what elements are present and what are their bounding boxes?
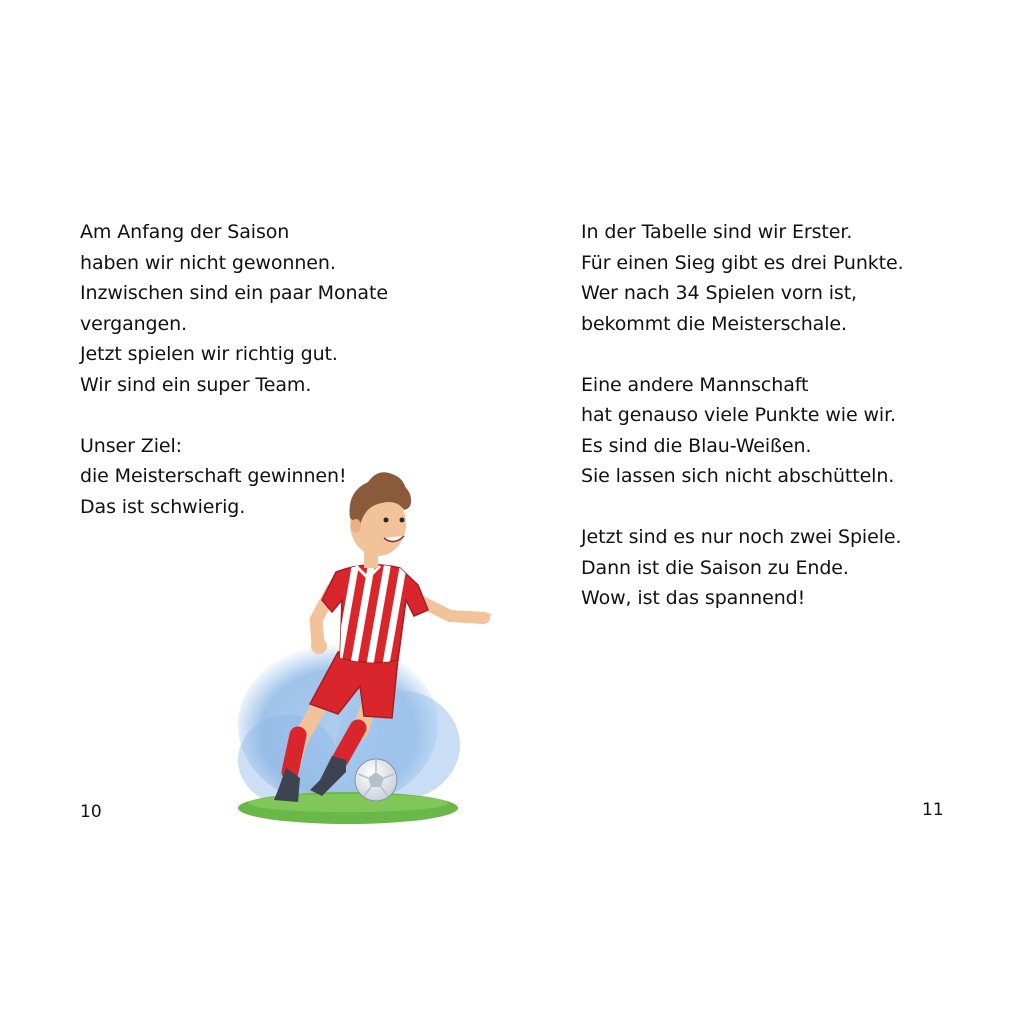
- text-line: Es sind die Blau-Weißen.: [581, 434, 812, 457]
- text-line: Unser Ziel:: [80, 434, 182, 457]
- text-line: Wow, ist das spannend!: [581, 587, 806, 609]
- text-line: Für einen Sieg gibt es drei Punkte.: [581, 251, 904, 274]
- text-line: hat genauso viele Punkte wie wir.: [581, 404, 896, 426]
- text-line: In der Tabelle sind wir Erster.: [581, 221, 853, 243]
- text-line: Eine andere Mannschaft: [581, 373, 809, 396]
- text-line: bekommt die Meisterschale.: [581, 312, 847, 335]
- paragraph-gap: [581, 339, 904, 370]
- text-line: Sie lassen sich nicht abschütteln.: [581, 465, 895, 487]
- page-number-right: 11: [922, 800, 944, 820]
- player-right-arm: [418, 600, 492, 624]
- text-line: Jetzt spielen wir richtig gut.: [80, 343, 338, 365]
- text-line: Jetzt sind es nur noch zwei Spiele.: [581, 526, 902, 548]
- player-head: [350, 472, 412, 568]
- text-line: Dann ist die Saison zu Ende.: [581, 556, 849, 579]
- paragraph-gap: [80, 400, 388, 431]
- grass: [238, 792, 458, 824]
- right-page-text: [581, 217, 904, 614]
- text-line: Am Anfang der Saison: [80, 221, 290, 243]
- soccer-player-illustration: [228, 460, 518, 840]
- text-line: Wir sind ein super Team.: [80, 373, 312, 396]
- page-number-left: 10: [80, 802, 102, 822]
- text-line: Wer nach 34 Spielen vorn ist,: [581, 282, 857, 304]
- text-line: vergangen.: [80, 312, 187, 335]
- paragraph-gap: [581, 492, 904, 523]
- text-line: die Meisterschaft gewinnen!: [80, 465, 347, 487]
- text-line: Inzwischen sind ein paar Monate: [80, 282, 388, 304]
- text-line: Das ist schwierig.: [80, 495, 246, 518]
- text-line: haben wir nicht gewonnen.: [80, 251, 336, 274]
- soccer-ball-icon: [355, 759, 397, 801]
